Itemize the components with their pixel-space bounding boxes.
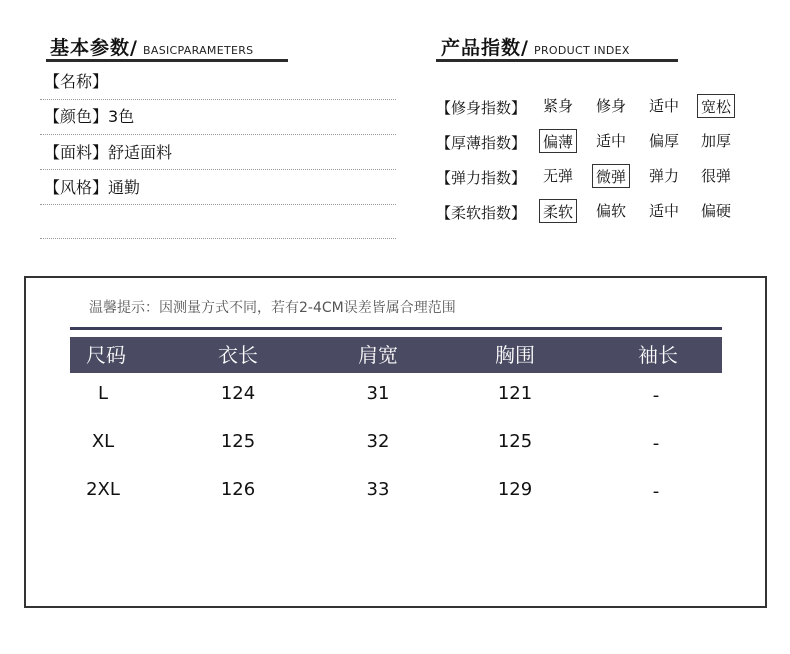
column-header-bust: 胸围 <box>495 343 535 367</box>
cell-bust: 121 <box>497 383 533 404</box>
index-label: 【厚薄指数】 <box>436 134 527 152</box>
param-label: 【风格】 <box>44 178 109 197</box>
index-option: 加厚 <box>700 132 731 150</box>
index-option: 很弹 <box>700 167 731 185</box>
cell-sleeve: - <box>652 433 660 454</box>
index-option: 适中 <box>648 97 679 115</box>
dotted-divider <box>40 99 396 100</box>
cell-size: 2XL <box>86 479 120 500</box>
product-index-subtitle: PRODUCT INDEX <box>534 44 630 57</box>
column-header-shoulder: 肩宽 <box>358 343 398 367</box>
product-index-underline <box>436 59 678 62</box>
product-index-heading <box>441 33 630 57</box>
index-option: 柔软 <box>539 199 577 223</box>
cell-shoulder: 33 <box>366 479 390 500</box>
index-option: 弹力 <box>648 167 679 185</box>
param-row-color <box>44 106 134 128</box>
cell-bust: 129 <box>497 479 533 500</box>
index-option: 紧身 <box>542 97 573 115</box>
basic-params-title: 基本参数/ <box>50 37 138 59</box>
index-option: 微弹 <box>592 164 630 188</box>
param-value: 舒适面料 <box>108 143 173 162</box>
param-label: 【面料】 <box>44 143 109 162</box>
dotted-divider <box>40 204 396 205</box>
param-value: 通勤 <box>108 178 141 197</box>
product-index-title: 产品指数/ <box>441 37 529 59</box>
index-option: 宽松 <box>697 94 735 118</box>
cell-shoulder: 32 <box>366 431 390 452</box>
index-option: 修身 <box>595 97 626 115</box>
param-row-name <box>44 71 108 93</box>
cell-length: 126 <box>220 479 256 500</box>
index-option: 无弹 <box>542 167 573 185</box>
index-option: 偏软 <box>595 202 626 220</box>
column-header-sleeve: 袖长 <box>638 343 678 367</box>
param-row-style <box>44 177 140 199</box>
param-row-fabric <box>44 142 172 164</box>
cell-length: 124 <box>220 383 256 404</box>
index-label: 【修身指数】 <box>436 99 527 117</box>
index-label: 【弹力指数】 <box>436 169 527 187</box>
tip-divider <box>70 327 722 330</box>
column-header-length: 衣长 <box>218 343 258 367</box>
index-option: 偏厚 <box>648 132 679 150</box>
cell-sleeve: - <box>652 385 660 406</box>
basic-params-underline <box>46 59 288 62</box>
param-label: 【名称】 <box>44 72 109 91</box>
basic-params-heading <box>50 33 253 57</box>
index-option: 偏薄 <box>539 129 577 153</box>
column-header-size: 尺码 <box>86 343 126 367</box>
dotted-divider <box>40 169 396 170</box>
index-option: 适中 <box>648 202 679 220</box>
param-label: 【颜色】 <box>44 107 109 126</box>
cell-length: 125 <box>220 431 256 452</box>
cell-shoulder: 31 <box>366 383 390 404</box>
index-option: 偏硬 <box>700 202 731 220</box>
basic-params-subtitle: BASICPARAMETERS <box>143 44 254 57</box>
cell-sleeve: - <box>652 481 660 502</box>
index-label: 【柔软指数】 <box>436 204 527 222</box>
dotted-divider <box>40 238 396 239</box>
cell-size: L <box>97 383 109 404</box>
index-option: 适中 <box>595 132 626 150</box>
size-table-header <box>70 337 722 373</box>
cell-size: XL <box>91 431 115 452</box>
measurement-tip: 温馨提示：因测量方式不同，若有2-4CM误差皆属合理范围 <box>89 300 456 316</box>
param-value: 3色 <box>108 107 135 126</box>
cell-bust: 125 <box>497 431 533 452</box>
dotted-divider <box>40 134 396 135</box>
